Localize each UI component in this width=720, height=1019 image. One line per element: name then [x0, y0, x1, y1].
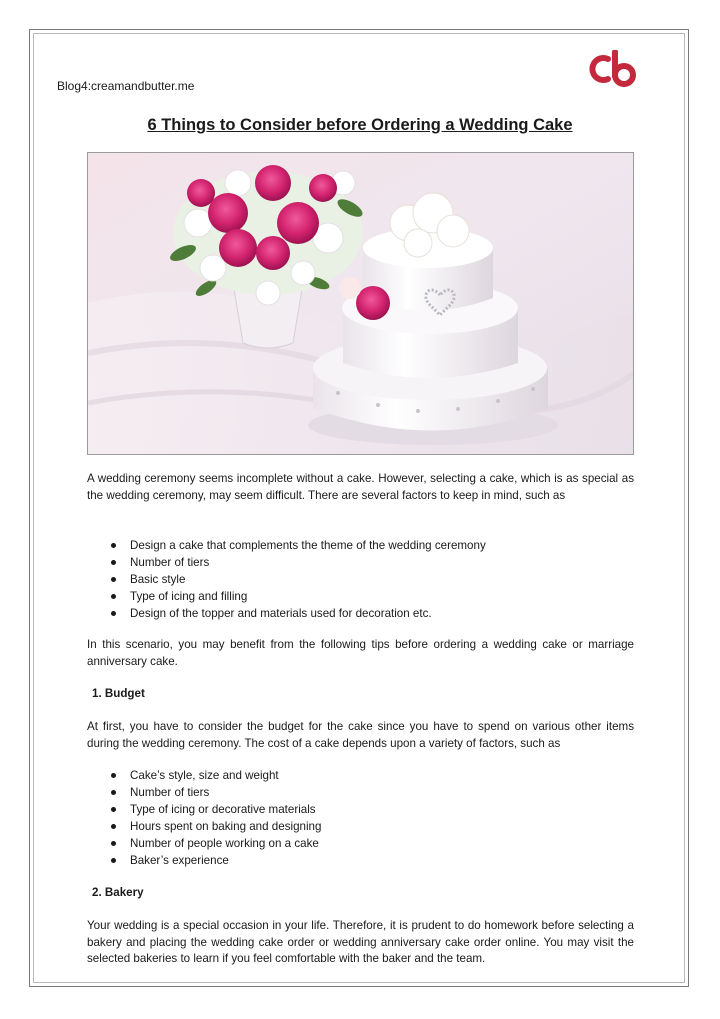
- intro-paragraph: A wedding ceremony seems incomplete without a cake. However, selecting a cake, which is as special as the wedding ceremony, may seem difficult. There are several factors to keep in mind, such as: [87, 472, 634, 502]
- section-heading-budget: 1. Budget: [92, 687, 145, 700]
- list-item: Number of people working on a cake: [87, 835, 634, 852]
- list-item: Design of the topper and materials used for decoration etc.: [87, 605, 634, 622]
- cb-logo-icon: [588, 50, 638, 88]
- bullet-icon: [111, 611, 116, 616]
- budget-paragraph: At first, you have to consider the budget for the cake since you have to spend on various other items during the wedding ceremony. The cost of a cake depends upon a variety of factors, such as: [87, 720, 634, 750]
- list-item: Hours spent on baking and designing: [87, 818, 634, 835]
- bullet-icon: [111, 594, 116, 599]
- list-item: Number of tiers: [87, 784, 634, 801]
- scenario-paragraph: In this scenario, you may benefit from the following tips before ordering a wedding cake or marriage anniversary cake.: [87, 638, 634, 668]
- wedding-cake-photo: [87, 152, 634, 455]
- bullet-icon: [111, 790, 116, 795]
- budget-factors-list: [87, 767, 634, 869]
- list-item: Design a cake that complements the theme of the wedding ceremony: [87, 537, 634, 554]
- section-heading-bakery: 2. Bakery: [92, 886, 144, 899]
- list-item: Type of icing and filling: [87, 588, 634, 605]
- bullet-icon: [111, 543, 116, 548]
- list-item: Basic style: [87, 571, 634, 588]
- bakery-paragraph: Your wedding is a special occasion in your life. Therefore, it is prudent to do homework before selecting a bakery and placing the wedding cake order or wedding anniversary cake order online. You may visit the selected bakeries to learn if you feel comfortable with the baker and the team.: [87, 919, 634, 965]
- bullet-icon: [111, 858, 116, 863]
- bullet-icon: [111, 560, 116, 565]
- factors-list: [87, 537, 634, 622]
- bullet-icon: [111, 807, 116, 812]
- site-name: Blog4:creamandbutter.me: [57, 79, 195, 93]
- list-item: Baker’s experience: [87, 852, 634, 869]
- bullet-icon: [111, 773, 116, 778]
- list-item: Cake’s style, size and weight: [87, 767, 634, 784]
- bullet-icon: [111, 841, 116, 846]
- list-item: Type of icing or decorative materials: [87, 801, 634, 818]
- page-title: 6 Things to Consider before Ordering a Wedding Cake: [147, 116, 573, 134]
- bullet-icon: [111, 577, 116, 582]
- list-item: Number of tiers: [87, 554, 634, 571]
- bullet-icon: [111, 824, 116, 829]
